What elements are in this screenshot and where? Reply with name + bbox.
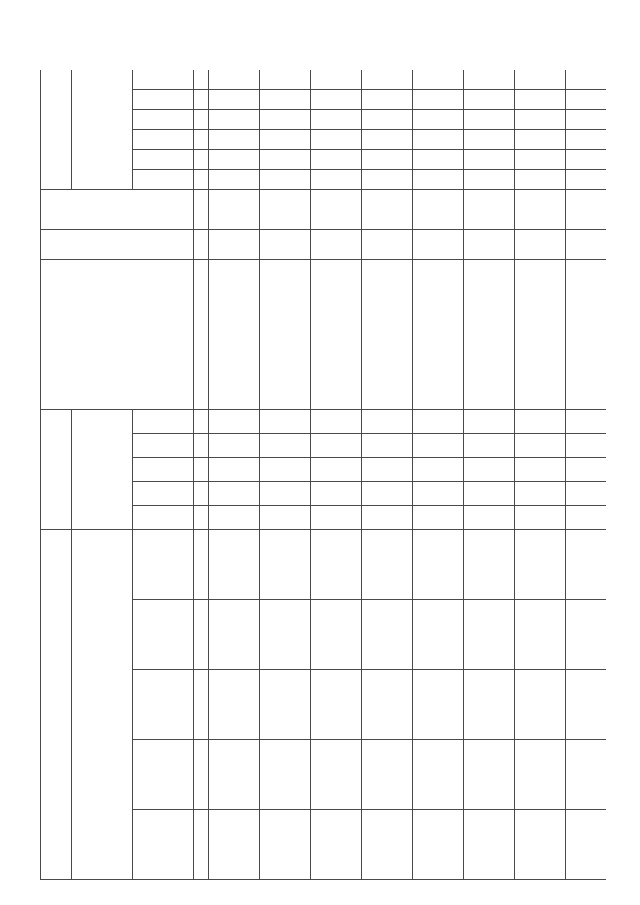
year-subheader bbox=[133, 109, 194, 129]
code-cell bbox=[515, 810, 566, 880]
program-name-cell bbox=[209, 259, 260, 409]
code-subheader bbox=[133, 505, 194, 529]
code-cell bbox=[260, 810, 311, 880]
year-subheader bbox=[133, 70, 194, 89]
code-cell bbox=[209, 670, 260, 740]
code-cell bbox=[260, 481, 311, 505]
code-cell bbox=[566, 505, 607, 529]
code-cell bbox=[413, 481, 464, 505]
year-value-cell bbox=[311, 129, 362, 149]
code-cell bbox=[464, 433, 515, 457]
unit-cell bbox=[464, 229, 515, 259]
code-cell bbox=[566, 409, 607, 433]
code-cell bbox=[413, 433, 464, 457]
year-value-cell bbox=[515, 149, 566, 169]
code-cell bbox=[260, 670, 311, 740]
code-cell bbox=[260, 433, 311, 457]
column-number-cell bbox=[194, 169, 209, 189]
code-cell bbox=[515, 740, 566, 810]
code-subheader bbox=[133, 600, 194, 670]
code-cell bbox=[311, 457, 362, 481]
code-cell bbox=[362, 409, 413, 433]
code-subheader bbox=[133, 810, 194, 880]
year-value-cell bbox=[413, 70, 464, 89]
code-cell bbox=[413, 810, 464, 880]
year-value-cell bbox=[566, 149, 607, 169]
header-unit bbox=[41, 229, 194, 259]
program-name-cell bbox=[566, 259, 607, 409]
code-cell bbox=[311, 409, 362, 433]
year-value-cell bbox=[515, 129, 566, 149]
code-cell bbox=[515, 433, 566, 457]
year-value-cell bbox=[260, 70, 311, 89]
program-name-cell bbox=[311, 259, 362, 409]
code-cell bbox=[362, 457, 413, 481]
unit-cell bbox=[413, 229, 464, 259]
year-value-cell bbox=[515, 70, 566, 89]
code-subheader bbox=[133, 481, 194, 505]
program-name-cell bbox=[464, 259, 515, 409]
year-value-cell bbox=[566, 169, 607, 189]
code-cell bbox=[464, 457, 515, 481]
code-subheader bbox=[133, 670, 194, 740]
code-cell bbox=[209, 481, 260, 505]
code-cell bbox=[566, 481, 607, 505]
year-value-cell bbox=[566, 129, 607, 149]
header-program-years bbox=[41, 70, 72, 189]
year-value-cell bbox=[260, 169, 311, 189]
year-value-cell bbox=[515, 109, 566, 129]
year-value-cell bbox=[362, 109, 413, 129]
year-value-cell bbox=[311, 70, 362, 89]
year-value-cell bbox=[413, 109, 464, 129]
unit-cell bbox=[566, 229, 607, 259]
year-value-cell bbox=[362, 70, 413, 89]
code-cell bbox=[515, 529, 566, 599]
column-number-cell bbox=[194, 229, 209, 259]
unit-cell bbox=[515, 229, 566, 259]
code-cell bbox=[362, 810, 413, 880]
column-number-cell bbox=[194, 109, 209, 129]
code-cell bbox=[464, 529, 515, 599]
column-number-cell bbox=[194, 481, 209, 505]
year-value-cell bbox=[362, 149, 413, 169]
code-cell bbox=[362, 600, 413, 670]
code-cell bbox=[566, 433, 607, 457]
column-number-cell bbox=[194, 740, 209, 810]
code-cell bbox=[362, 433, 413, 457]
code-cell bbox=[362, 740, 413, 810]
code-cell bbox=[413, 505, 464, 529]
code-cell bbox=[209, 457, 260, 481]
table-row bbox=[209, 70, 260, 880]
code-cell bbox=[311, 670, 362, 740]
code-cell bbox=[464, 505, 515, 529]
code-cell bbox=[209, 600, 260, 670]
year-value-cell bbox=[566, 89, 607, 109]
code-cell bbox=[209, 409, 260, 433]
unit-cell bbox=[209, 229, 260, 259]
year-value-cell bbox=[362, 169, 413, 189]
year-value-cell bbox=[260, 149, 311, 169]
column-number-cell bbox=[194, 529, 209, 599]
year-value-cell bbox=[413, 129, 464, 149]
year-value-cell bbox=[209, 129, 260, 149]
fiscal-year-cell bbox=[209, 189, 260, 229]
program-name-cell bbox=[515, 259, 566, 409]
fiscal-year-cell bbox=[515, 189, 566, 229]
year-value-cell bbox=[311, 169, 362, 189]
table-row bbox=[311, 70, 362, 880]
code-cell bbox=[413, 529, 464, 599]
fiscal-year-cell bbox=[260, 189, 311, 229]
year-subheader bbox=[133, 149, 194, 169]
table-frame bbox=[40, 70, 606, 880]
column-number-cell bbox=[194, 457, 209, 481]
year-value-cell bbox=[464, 89, 515, 109]
table-row bbox=[260, 70, 311, 880]
program-table bbox=[40, 70, 606, 880]
year-value-cell bbox=[464, 109, 515, 129]
column-number-cell bbox=[194, 149, 209, 169]
code-cell bbox=[566, 457, 607, 481]
table-row bbox=[566, 70, 607, 880]
code-cell bbox=[311, 810, 362, 880]
code-cell bbox=[209, 505, 260, 529]
year-value-cell bbox=[566, 109, 607, 129]
unit-cell bbox=[311, 229, 362, 259]
year-value-cell bbox=[566, 70, 607, 89]
year-value-cell bbox=[413, 89, 464, 109]
program-name-cell bbox=[260, 259, 311, 409]
code-cell bbox=[515, 457, 566, 481]
code-cell bbox=[566, 740, 607, 810]
column-number-cell bbox=[194, 670, 209, 740]
column-number-cell bbox=[194, 810, 209, 880]
code-cell bbox=[311, 505, 362, 529]
year-value-cell bbox=[209, 109, 260, 129]
header-budget-expenditure-code bbox=[72, 529, 133, 879]
year-value-cell bbox=[209, 149, 260, 169]
year-value-cell bbox=[209, 70, 260, 89]
code-cell bbox=[362, 481, 413, 505]
code-cell bbox=[260, 505, 311, 529]
code-cell bbox=[209, 810, 260, 880]
table-row bbox=[515, 70, 566, 880]
header-additional-blank bbox=[72, 409, 133, 529]
column-number-cell bbox=[194, 189, 209, 229]
fiscal-year-cell bbox=[362, 189, 413, 229]
code-cell bbox=[311, 529, 362, 599]
code-cell bbox=[515, 481, 566, 505]
code-cell bbox=[413, 600, 464, 670]
column-number-cell bbox=[194, 129, 209, 149]
code-cell bbox=[413, 457, 464, 481]
year-value-cell bbox=[209, 89, 260, 109]
code-cell bbox=[260, 740, 311, 810]
code-cell bbox=[260, 409, 311, 433]
year-value-cell bbox=[464, 70, 515, 89]
year-value-cell bbox=[413, 169, 464, 189]
code-cell bbox=[362, 529, 413, 599]
code-cell bbox=[311, 600, 362, 670]
code-cell bbox=[413, 409, 464, 433]
code-cell bbox=[515, 505, 566, 529]
code-cell bbox=[260, 529, 311, 599]
fiscal-year-cell bbox=[566, 189, 607, 229]
table-row bbox=[464, 70, 515, 880]
code-cell bbox=[464, 409, 515, 433]
header-budget-classification bbox=[41, 529, 72, 879]
year-value-cell bbox=[260, 129, 311, 149]
year-value-cell bbox=[311, 149, 362, 169]
year-value-cell bbox=[209, 169, 260, 189]
code-cell bbox=[209, 433, 260, 457]
column-number-cell bbox=[194, 70, 209, 89]
column-number-cell bbox=[194, 433, 209, 457]
year-value-cell bbox=[515, 89, 566, 109]
year-value-cell bbox=[413, 149, 464, 169]
unit-cell bbox=[362, 229, 413, 259]
code-subheader bbox=[133, 529, 194, 599]
code-cell bbox=[209, 529, 260, 599]
year-subheader bbox=[133, 129, 194, 149]
code-cell bbox=[311, 433, 362, 457]
code-cell bbox=[464, 740, 515, 810]
code-cell bbox=[362, 670, 413, 740]
code-cell bbox=[311, 740, 362, 810]
code-cell bbox=[260, 600, 311, 670]
code-cell bbox=[464, 810, 515, 880]
code-cell bbox=[515, 600, 566, 670]
code-cell bbox=[515, 670, 566, 740]
fiscal-year-cell bbox=[464, 189, 515, 229]
year-value-cell bbox=[464, 149, 515, 169]
code-cell bbox=[566, 670, 607, 740]
header-additional-code bbox=[41, 409, 72, 529]
unit-cell bbox=[260, 229, 311, 259]
code-subheader bbox=[133, 457, 194, 481]
code-cell bbox=[464, 600, 515, 670]
year-value-cell bbox=[464, 129, 515, 149]
column-number-cell bbox=[194, 89, 209, 109]
year-subheader bbox=[133, 89, 194, 109]
program-name-cell bbox=[362, 259, 413, 409]
year-value-cell bbox=[311, 89, 362, 109]
fiscal-year-cell bbox=[311, 189, 362, 229]
year-value-cell bbox=[311, 109, 362, 129]
header-program-name bbox=[41, 259, 194, 409]
table-row bbox=[413, 70, 464, 880]
code-cell bbox=[566, 810, 607, 880]
header-fiscal-year bbox=[41, 189, 194, 229]
year-value-cell bbox=[464, 169, 515, 189]
code-cell bbox=[413, 670, 464, 740]
code-cell bbox=[515, 409, 566, 433]
rotated-table bbox=[40, 70, 606, 880]
fiscal-year-cell bbox=[413, 189, 464, 229]
code-cell bbox=[464, 481, 515, 505]
code-subheader bbox=[133, 409, 194, 433]
year-value-cell bbox=[362, 129, 413, 149]
code-cell bbox=[362, 505, 413, 529]
column-number-cell bbox=[194, 600, 209, 670]
code-cell bbox=[311, 481, 362, 505]
program-name-cell bbox=[413, 259, 464, 409]
code-cell bbox=[413, 740, 464, 810]
code-subheader bbox=[133, 433, 194, 457]
year-value-cell bbox=[260, 89, 311, 109]
code-cell bbox=[566, 600, 607, 670]
column-number-cell bbox=[194, 505, 209, 529]
code-cell bbox=[260, 457, 311, 481]
code-cell bbox=[209, 740, 260, 810]
code-cell bbox=[464, 670, 515, 740]
code-subheader bbox=[133, 740, 194, 810]
column-number-cell bbox=[194, 259, 209, 409]
table-row bbox=[362, 70, 413, 880]
year-value-cell bbox=[362, 89, 413, 109]
year-value-cell bbox=[515, 169, 566, 189]
header-years-blank bbox=[72, 70, 133, 189]
column-number-cell bbox=[194, 409, 209, 433]
year-value-cell bbox=[260, 109, 311, 129]
code-cell bbox=[566, 529, 607, 599]
year-subheader bbox=[133, 169, 194, 189]
